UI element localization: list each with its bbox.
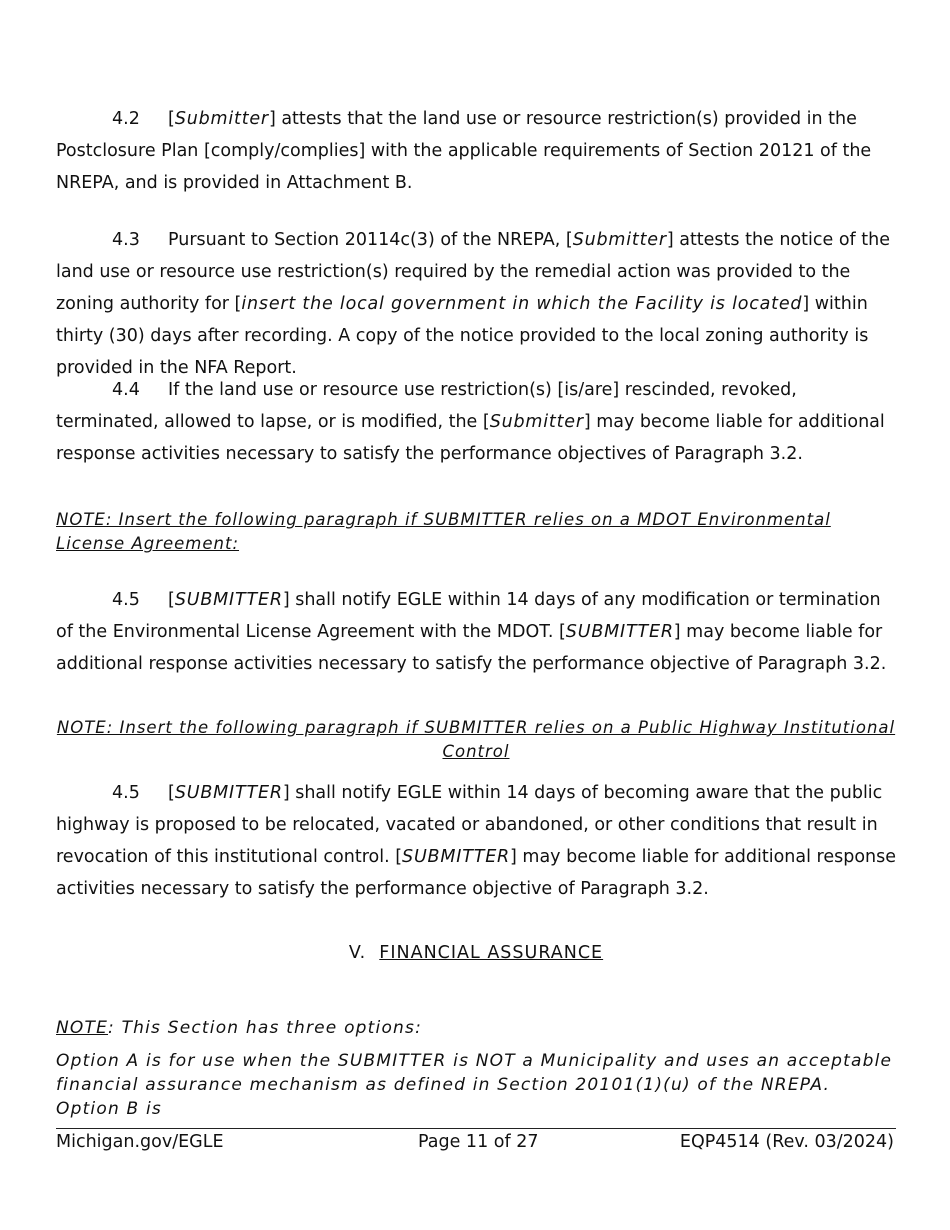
section-heading [56,941,896,965]
paragraph-4-2: 4.2 [Submitter] attests that the land use or resource restriction(s) provided in the Postclosure Plan [comply/complies] with the applicable requirements of Section 20121 of the NREPA, and is provided in Attachment B. [56,103,896,199]
paragraph-4-5-highway: 4.5 [SUBMITTER] shall notify EGLE within 14 days of becoming aware that the public highway is proposed to be relocated, vacated or abandoned, or other conditions that result in revocation of this institutional control. [SUBMITTER] may become liable for additional response activities necessary to satisfy the performance objective of Paragraph 3.2. [56,777,896,905]
paragraph-number: 4.5 [112,590,140,610]
section-title: FINANCIAL ASSURANCE [379,943,604,963]
note-section-options: NOTE: This Section has three options: [56,1018,423,1038]
paragraph-number: 4.5 [112,783,140,803]
footer-website: Michigan.gov/EGLE [56,1132,224,1152]
document-page [56,0,896,1230]
footer-form-id: EQP4514 (Rev. 03/2024) [679,1132,894,1152]
paragraph-number: 4.3 [112,230,140,250]
note-label: NOTE [56,1018,109,1038]
paragraph-4-3: 4.3 Pursuant to Section 20114c(3) of the NREPA, [Submitter] attests the notice of the land use or resource use restriction(s) required by the remedial action was provided to the zoning authority for [insert the local government in which the Facility is located] within thirty (30) days after recording. A copy of the notice provided to the local zoning authority is provided in the NFA Report. [56,224,896,384]
footer-page-number: Page 11 of 27 [418,1132,539,1152]
paragraph-number: 4.2 [112,109,140,129]
note-mdot-license: NOTE: Insert the following paragraph if SUBMITTER relies on a MDOT Environmental License Agreement: [56,510,831,553]
note-public-highway: NOTE: Insert the following paragraph if SUBMITTER relies on a Public Highway Institutional Control [56,718,896,761]
paragraph-number: 4.4 [112,380,140,400]
footer-rule [56,1128,896,1129]
paragraph-4-4: 4.4 If the land use or resource use restriction(s) [is/are] rescinded, revoked, terminated, allowed to lapse, or is modified, the [Submitter] may become liable for additional response activities necessary to satisfy the performance objectives of Paragraph 3.2. [56,374,896,470]
section-numeral: V. [348,943,367,963]
paragraph-4-5-mdot: 4.5 [SUBMITTER] shall notify EGLE within 14 days of any modification or termination of the Environmental License Agreement with the MDOT. [SUBMITTER] may become liable for additional response activities necessary to satisfy the performance objective of Paragraph 3.2. [56,584,896,680]
options-description: Option A is for use when the SUBMITTER is NOT a Municipality and uses an acceptable financial assurance mechanism as defined in Section 20101(1)(u) of the NREPA. Option B is [56,1051,893,1119]
